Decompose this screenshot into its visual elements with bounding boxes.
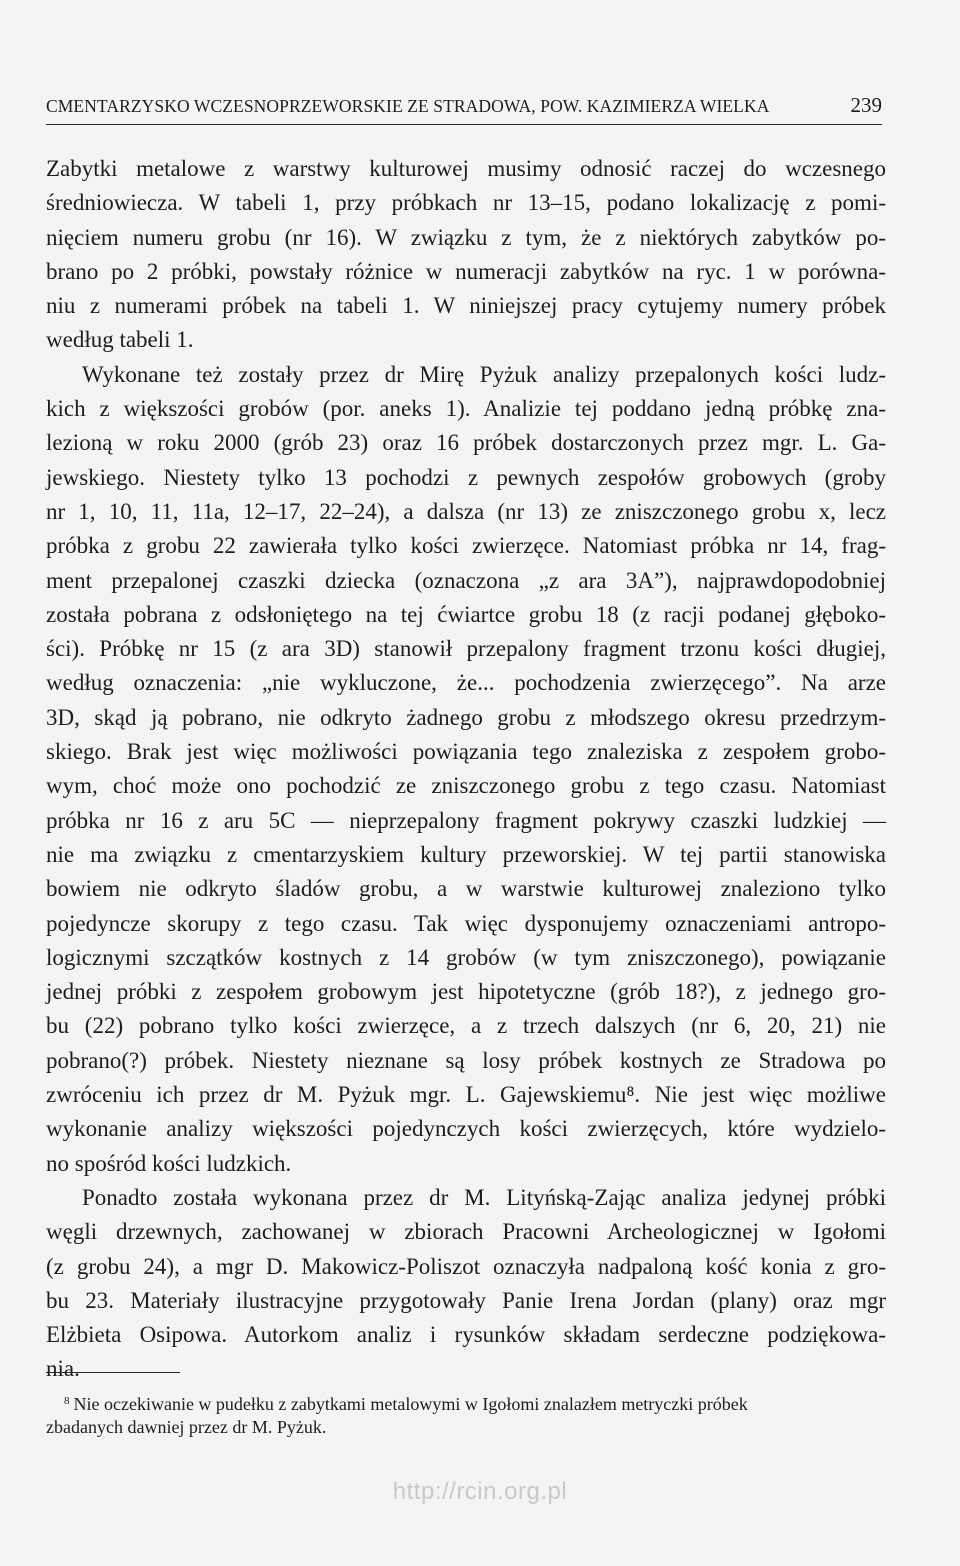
text-line: została pobrana z odsłoniętego na tej ćwiartce grobu 18 (z racji podanej głęboko- — [46, 601, 886, 627]
text-line: nr 1, 10, 11, 11a, 12–17, 22–24), a dalsza (nr 13) ze zniszczonego grobu x, lecz — [46, 498, 886, 524]
text-line: logicznymi szczątków kostnych z 14 grobów (w tym zniszczonego), powiązanie — [46, 944, 886, 970]
text-line: jewskiego. Niestety tylko 13 pochodzi z pewnych zespołów grobowych (groby — [46, 464, 886, 490]
text-line: według tabeli 1. — [46, 327, 194, 353]
page-number: 239 — [850, 93, 882, 117]
text-line: nie ma związku z cmentarzyskiem kultury przeworskiej. W tej partii stanowiska — [46, 841, 886, 867]
text-line: ści). Próbkę nr 15 (z ara 3D) stanowił przepalony fragment trzonu kości długiej, — [46, 636, 886, 662]
text-line: zwróceniu ich przez dr M. Pyżuk mgr. L. Gajewskiemu⁸. Nie jest więc możliwe — [46, 1082, 886, 1108]
running-head — [46, 90, 882, 125]
text-line: Ponadto została wykonana przez dr M. Lityńską-Zając analiza jedynej próbki — [82, 1184, 886, 1210]
text-line: próbka nr 16 z aru 5C — nieprzepalony fragment pokrywy czaszki ludzkiej — — [46, 807, 886, 833]
text-line: skiego. Brak jest więc możliwości powiązania tego znaleziska z zespołem grobo- — [46, 739, 886, 765]
text-line: nia. — [46, 1356, 80, 1382]
text-line: niu z numerami próbek na tabeli 1. W niniejszej pracy cytujemy numery próbek — [46, 293, 886, 319]
text-line: wykonanie analizy większości pojedynczych kości zwierzęcych, które wydzielo- — [46, 1116, 886, 1142]
text-line: jednej próbki z zespołem grobowym jest hipotetyczne (grób 18?), z jednego gro- — [46, 979, 886, 1005]
footnote-line: zbadanych dawniej przez dr M. Pyżuk. — [46, 1417, 327, 1437]
text-line: próbka z grobu 22 zawierała tylko kości zwierzęce. Natomiast próbka nr 14, frag- — [46, 533, 886, 559]
footnotes — [46, 1388, 888, 1440]
text-line: Zabytki metalowe z warstwy kulturowej musimy odnosić raczej do wczesnego — [46, 156, 886, 181]
text-line: lezioną w roku 2000 (grób 23) oraz 16 próbek dostarczonych przez mgr. L. Ga- — [46, 430, 886, 456]
watermark-url: http://rcin.org.pl — [392, 1478, 568, 1505]
text-line: wym, choć może ono pochodzić ze zniszczonego grobu z tego czasu. Natomiast — [46, 773, 886, 799]
text-line: no spośród kości ludzkich. — [46, 1150, 292, 1176]
text-line: bu (22) pobrano tylko kości zwierzęce, a z trzech dalszych (nr 6, 20, 21) nie — [46, 1013, 886, 1039]
text-line: pobrano(?) próbek. Niestety nieznane są losy próbek kostnych ze Stradowa po — [46, 1047, 886, 1073]
text-line: Wykonane też zostały przez dr Mirę Pyżuk analizy przepalonych kości ludz- — [82, 361, 886, 387]
text-line: ment przepalonej czaszki dziecka (oznaczona „z ara 3A”), najprawdopodobniej — [46, 567, 886, 593]
footnote-separator — [46, 1372, 180, 1373]
footnote-marker: 8 — [64, 1395, 70, 1407]
text-line: bu 23. Materiały ilustracyjne przygotowały Panie Irena Jordan (plany) oraz mgr — [46, 1287, 886, 1313]
text-line: brano po 2 próbki, powstały różnice w numeracji zabytków na ryc. 1 w porówna- — [46, 258, 886, 284]
text-line: Elżbieta Osipowa. Autorkom analiz i rysunków składam serdeczne podziękowa- — [46, 1322, 886, 1348]
text-line: (z grobu 24), a mgr D. Makowicz-Poliszot oznaczyła nadpaloną kość konia z gro- — [46, 1253, 886, 1279]
footnote-text: Nie oczekiwanie w pudełku z zabytkami metalowymi w Igołomi znalazłem metryczki próbek — [73, 1394, 748, 1414]
text-line: według oznaczenia: „nie wykluczone, że... pochodzenia zwierzęcego”. Na arze — [46, 670, 886, 696]
text-line: węgli drzewnych, zachowanej w zbiorach Pracowni Archeologicznej w Igołomi — [46, 1219, 886, 1245]
text-line: bowiem nie odkryto śladów grobu, a w warstwie kulturowej znaleziono tylko — [46, 876, 886, 902]
text-line: nięciem numeru grobu (nr 16). W związku z tym, że z niektórych zabytków po- — [46, 224, 886, 250]
footnote-line — [46, 1388, 888, 1414]
text-line: 3D, skąd ją pobrano, nie odkryto żadnego grobu z młodszego okresu przedrzym- — [46, 704, 886, 730]
main-text — [46, 152, 886, 1387]
text-line: pojedyncze skorupy z tego czasu. Tak więc dysponujemy oznaczeniami antropo- — [46, 910, 886, 936]
text-line: kich z większości grobów (por. aneks 1). Analizie tej poddano jedną próbkę zna- — [46, 396, 886, 422]
running-title: CMENTARZYSKO WCZESNOPRZEWORSKIE ZE STRADOWA, POW. KAZIMIERZA WIELKA — [46, 96, 770, 116]
text-line: średniowiecza. W tabeli 1, przy próbkach nr 13–15, podano lokalizację z pomi- — [46, 190, 886, 216]
